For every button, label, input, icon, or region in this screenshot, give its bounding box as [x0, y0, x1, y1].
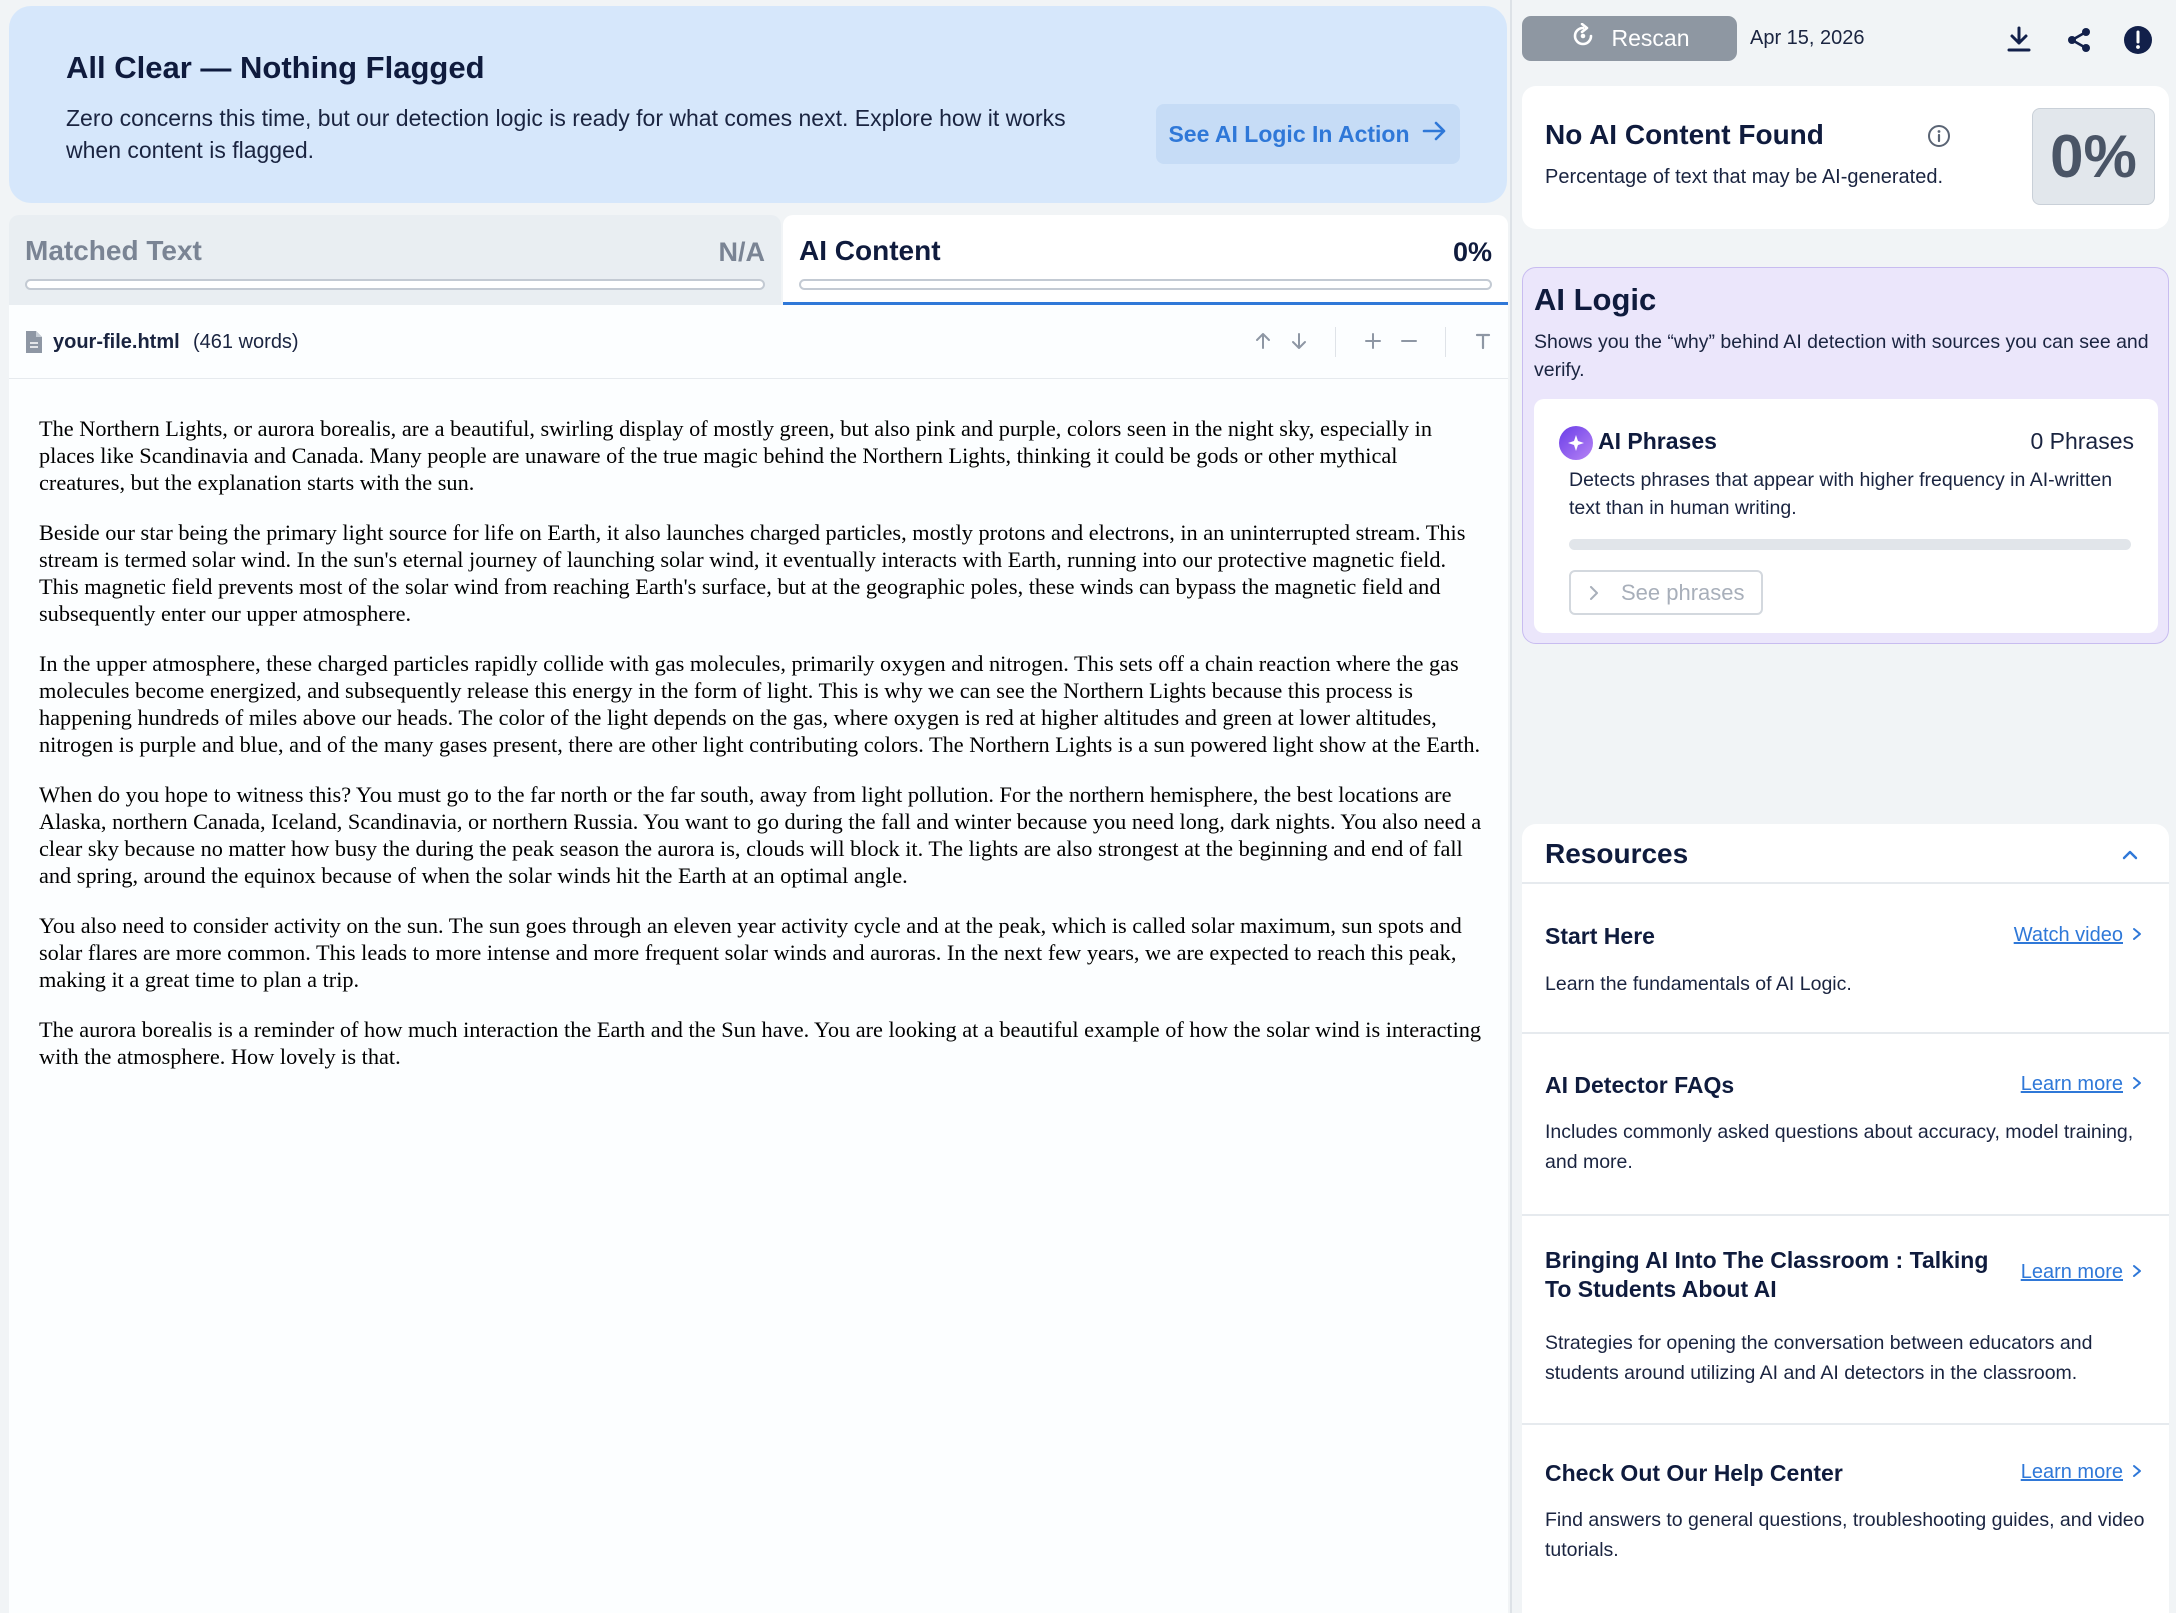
document-paragraph: Beside our star being the primary light source for life on Earth, it also launches charged particles, mostly protons and electrons, in an uninterrupted stream. This stream is termed solar wind. In the sun's eternal journey of launching solar wind, it eventually interacts with Earth, running into our protective magnetic field. This magnetic field prevents most of the solar wind from reaching Earth's surface, but at the geographic poles, these winds can bypass the magnetic field and subsequently enter our upper atmosphere.	[39, 520, 1466, 626]
chevron-up-icon[interactable]	[2119, 844, 2141, 866]
arrow-down-icon[interactable]	[1285, 327, 1313, 355]
document-viewer	[9, 305, 1508, 1613]
document-paragraph: In the upper atmosphere, these charged particles rapidly collide with gas molecules, primarily oxygen and nitrogen. This sets off a chain reaction where the gas molecules become energized, and subsequently release this energy in the form of light. This is why we can see the Northern Lights because this process is happening hundreds of miles above our heads. The color of the light depends on the gas, where oxygen is red at higher altitudes and green at lower altitudes, nitrogen is purple and blue, and of the many gases present, there are other light contributing colors. The Northern Lights is a sun powered light show at the Earth.	[39, 651, 1481, 757]
info-icon[interactable]	[1927, 124, 1951, 148]
document-text	[39, 415, 1489, 1093]
chevron-right-icon	[2131, 924, 2143, 947]
document-paragraph: The aurora borealis is a reminder of how much interaction the Earth and the Sun have. You are looking at a beautiful example of how the solar wind is interacting with the atmosphere. How lovely is that.	[39, 1017, 1482, 1069]
see-phrases-button[interactable]	[1569, 570, 1763, 615]
tab-ai-content-value: 0%	[1452, 237, 1492, 267]
chevron-right-icon	[1587, 580, 1601, 606]
arrow-up-icon[interactable]	[1249, 327, 1277, 355]
arrow-right-icon	[1422, 120, 1448, 148]
ai-score-card	[1522, 86, 2169, 229]
resource-item-ai-detector-faqs	[1522, 1036, 2169, 1216]
report-sidebar	[1512, 0, 2176, 1613]
zoom-in-icon[interactable]	[1359, 327, 1387, 355]
resource-link-label: Learn more	[2020, 1261, 2123, 1283]
banner-text: Zero concerns this time, but our detection logic is ready for what comes next. Explore how it works when content is flagged.	[66, 105, 1066, 163]
resource-item-start-here	[1522, 886, 2169, 1034]
matched-text-progress-bar	[25, 279, 765, 290]
tab-matched-text[interactable]	[9, 215, 781, 305]
resources-panel	[1522, 824, 2169, 1613]
ai-phrases-count: 0 Phrases	[2030, 428, 2134, 454]
resource-description: Find answers to general questions, troubleshooting guides, and video tutorials.	[1545, 1509, 2145, 1561]
chevron-right-icon	[2131, 1261, 2143, 1284]
tab-matched-text-value: N/A	[718, 237, 765, 267]
score-description: Percentage of text that may be AI-generated.	[1545, 166, 1944, 188]
ai-logic-description: Shows you the “why” behind AI detection with sources you can see and verify.	[1534, 331, 2149, 381]
document-header	[9, 305, 1508, 379]
tab-ai-content[interactable]	[783, 215, 1508, 305]
document-paragraph: The Northern Lights, or aurora borealis, are a beautiful, swirling display of mostly green, but also pink and purple, colors seen in the night sky, especially in places like Scandinavia and Canada. Many people are unaware of the true magic behind the Northern Lights, thinking it could be gods or other mythical creatures, but the explanation starts with the sun.	[39, 416, 1432, 495]
ai-phrases-progress-bar	[1569, 539, 2131, 550]
see-ai-logic-label: See AI Logic In Action	[1168, 120, 1410, 147]
result-tabs	[9, 215, 1508, 305]
watch-video-link[interactable]	[2014, 924, 2143, 947]
ai-logic-title: AI Logic	[1534, 282, 1657, 317]
all-clear-banner	[9, 6, 1507, 203]
resource-title: Start Here	[1545, 923, 1655, 949]
resource-description: Includes commonly asked questions about accuracy, model training, and more.	[1545, 1121, 2134, 1173]
chevron-right-icon	[2131, 1461, 2143, 1484]
word-count: (461 words)	[193, 331, 299, 353]
learn-more-link[interactable]	[2021, 1461, 2143, 1484]
share-icon[interactable]	[2063, 24, 2095, 56]
zoom-out-icon[interactable]	[1395, 327, 1423, 355]
resource-title: AI Detector FAQs	[1545, 1072, 1735, 1098]
resource-item-classroom	[1522, 1218, 2169, 1425]
resources-title: Resources	[1545, 838, 1689, 869]
toolbar-divider	[1335, 327, 1336, 357]
resource-link-label: Learn more	[2020, 1461, 2123, 1483]
resources-header[interactable]	[1522, 824, 2169, 884]
sparkle-icon	[1559, 426, 1593, 460]
refresh-icon	[1570, 23, 1596, 55]
resource-link-label: Learn more	[2020, 1073, 2123, 1095]
file-icon	[24, 330, 44, 354]
document-paragraph: You also need to consider activity on the sun. The sun goes through an eleven year activity cycle and at the peak, which is called solar maximum, sun spots and solar flares are more common. This leads to more intense and more frequent solar winds and auroras. In the next few years, we are expected to reach this peak, making it a great time to plan a trip.	[39, 913, 1462, 992]
see-ai-logic-button[interactable]	[1156, 104, 1460, 164]
download-icon[interactable]	[2003, 24, 2035, 56]
document-paragraph: When do you hope to witness this? You must go to the far north or the far south, away from light pollution. For the northern hemisphere, the best locations are Alaska, northern Canada, Iceland, Scandinavia, or northern Russia. You want to go during the fall and winter because you need long, dark nights. You also need a clear sky because no matter how busy the during the peak season the aurora is, clouds will block it. The lights are also strongest at the beginning and end of fall and spring, around the equinox because of when the solar winds hit the Earth at an optimal angle.	[39, 782, 1482, 888]
scan-date: Apr 15, 2026	[1750, 27, 1865, 49]
banner-title: All Clear — Nothing Flagged	[66, 50, 485, 85]
chevron-right-icon	[2131, 1073, 2143, 1096]
see-phrases-label: See phrases	[1621, 579, 1745, 605]
ai-phrases-card	[1534, 399, 2158, 633]
text-format-icon[interactable]	[1469, 327, 1497, 355]
ai-content-progress-bar	[799, 279, 1492, 290]
resource-item-help-center	[1522, 1427, 2169, 1613]
learn-more-link[interactable]	[2021, 1073, 2143, 1096]
rescan-button[interactable]	[1522, 16, 1737, 61]
ai-phrases-title: AI Phrases	[1598, 428, 1717, 454]
toolbar-divider	[1445, 327, 1446, 357]
file-name: your-file.html	[53, 331, 180, 353]
resource-description: Learn the fundamentals of AI Logic.	[1545, 973, 1852, 995]
tab-matched-text-label: Matched Text	[25, 235, 202, 266]
ai-score-value: 0%	[2032, 108, 2155, 205]
resource-title: Bringing AI Into The Classroom : Talking To Students About AI	[1545, 1247, 1989, 1302]
tab-ai-content-label: AI Content	[799, 235, 941, 266]
score-title: No AI Content Found	[1545, 119, 1824, 150]
learn-more-link[interactable]	[2021, 1261, 2143, 1284]
ai-phrases-description: Detects phrases that appear with higher frequency in AI-written text than in human writing.	[1569, 469, 2113, 519]
resource-title: Check Out Our Help Center	[1545, 1460, 1843, 1486]
alert-icon[interactable]	[2122, 24, 2154, 56]
resource-link-label: Watch video	[2013, 924, 2123, 946]
rescan-label: Rescan	[1611, 25, 1690, 51]
resource-description: Strategies for opening the conversation between educators and students around utilizing AI and AI detectors in the classroom.	[1545, 1332, 2093, 1384]
ai-logic-card	[1522, 267, 2169, 644]
